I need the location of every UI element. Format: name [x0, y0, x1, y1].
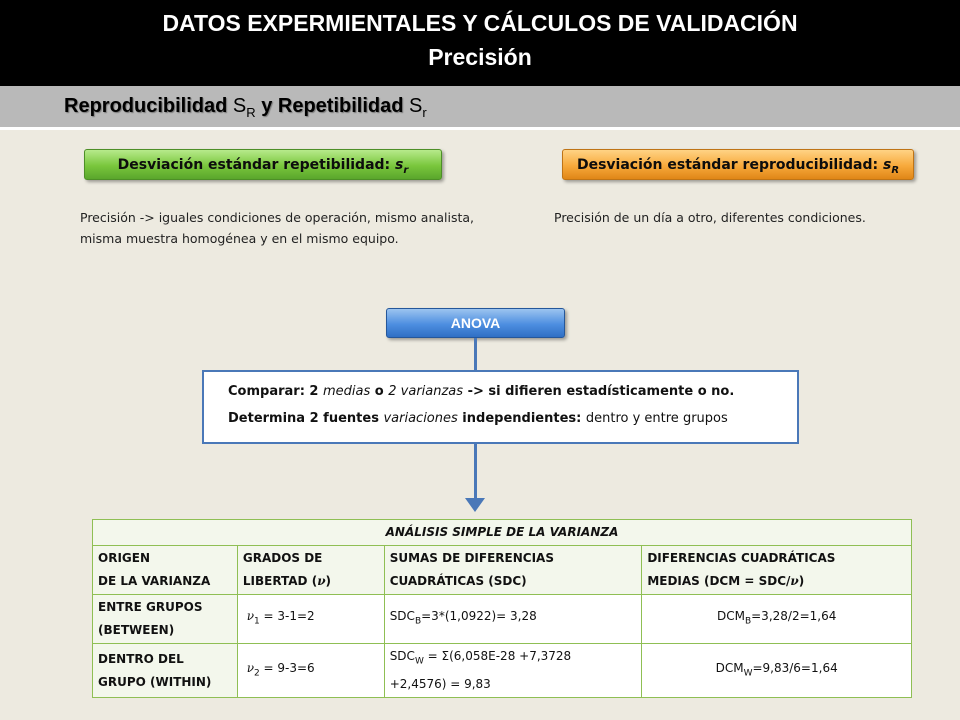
- reproducibilidad-description: Precisión de un día a otro, diferentes condiciones.: [554, 210, 866, 225]
- section-heading: [64, 95, 427, 120]
- page-subtitle-precision: Precisión: [428, 44, 532, 70]
- section-bar: [0, 86, 960, 130]
- compare-box: [202, 370, 799, 444]
- table-header-row: [93, 546, 912, 595]
- row-sdc: $SDC_B=3*(1,0922)= 3,28$: [384, 595, 642, 644]
- reproducibilidad-label: Desviación estándar reproducibilidad:: [576, 157, 883, 173]
- arrow-down-icon: [465, 498, 485, 512]
- row-origen: DENTRO DEL GRUPO (WITHIN): [93, 644, 238, 698]
- row-grados: $\nu_1 = 3-1=2$: [237, 595, 384, 644]
- row-dcm: $DCM_B=3,28/2=1,64$: [642, 595, 912, 644]
- section-heading-reproducibilidad: Reproducibilidad: [64, 95, 228, 117]
- row-origen: ENTRE GRUPOS (BETWEEN): [93, 595, 238, 644]
- connector-line-bottom: [474, 444, 477, 500]
- reproducibilidad-button[interactable]: Desviación estándar reproducibilidad: $s_R$: [562, 149, 914, 180]
- page-title: DATOS EXPERMIENTALES Y CÁLCULOS DE VALIDACIÓN: [162, 10, 798, 36]
- anova-button[interactable]: ANOVA: [386, 308, 565, 338]
- symbol-sr-lower: $S_r$: [409, 95, 427, 120]
- table-row: [93, 644, 912, 698]
- compare-line-2: Determina 2 fuentes variaciones independientes: dentro y entre grupos: [228, 411, 728, 426]
- repetibilidad-button[interactable]: Desviación estándar repetibilidad: $s_r$: [84, 149, 442, 180]
- symbol-sr-upper: $S_R$: [232, 95, 256, 120]
- row-sdc: $SDC_W = \Sigma(6,058E-28 +7,3728$ +2,4576) = 9,83: [384, 644, 642, 698]
- row-dcm: $DCM_W=9,83/6=1,64$: [642, 644, 912, 698]
- repetibilidad-description: Precisión -> iguales condiciones de operación, mismo analista, misma muestra homogénea y en el mismo equipo.: [80, 210, 475, 246]
- repetibilidad-label: Desviación estándar repetibilidad:: [117, 157, 396, 173]
- compare-line-1: Comparar: 2 medias o 2 varianzas -> si difieren estadísticamente o no.: [228, 384, 735, 399]
- section-heading-repetibilidad: y Repetibilidad: [261, 95, 404, 117]
- row-grados: $\nu_2 = 9-3=6$: [237, 644, 384, 698]
- table-row: [93, 595, 912, 644]
- header-sumas: SUMAS DE DIFERENCIAS CUADRÁTICAS (SDC): [384, 546, 642, 595]
- title-bar: [0, 0, 960, 86]
- connector-line-top: [474, 338, 477, 374]
- table-caption: ANÁLISIS SIMPLE DE LA VARIANZA: [93, 520, 912, 546]
- header-diferencias: DIFERENCIAS CUADRÁTICAS MEDIAS (DCM = SDC/ν): [642, 546, 912, 595]
- header-origen: ORIGEN DE LA VARIANZA: [93, 546, 238, 595]
- header-grados: GRADOS DE LIBERTAD (ν): [237, 546, 384, 595]
- anova-table: [92, 519, 912, 698]
